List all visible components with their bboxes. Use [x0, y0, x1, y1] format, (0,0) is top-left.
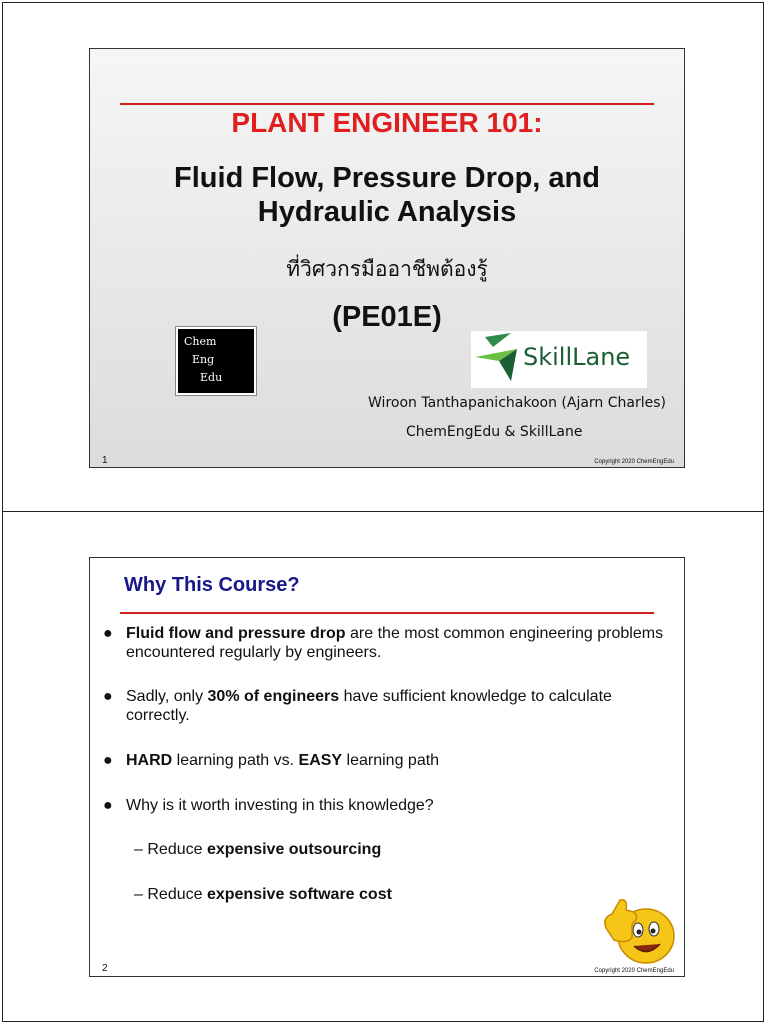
sub-bullet-item — [134, 841, 381, 859]
chemengedu-logo — [176, 327, 256, 395]
bullet-text: learning path — [342, 752, 440, 769]
skilllane-wordmark: SkillLane — [523, 343, 631, 371]
sub-bullet-bold: expensive software cost — [206, 886, 392, 903]
logo-text-chem: Chem — [184, 335, 217, 348]
logo-text-eng: Eng — [192, 353, 215, 366]
page-top-half — [2, 2, 764, 512]
author-name: Wiroon Tanthapanichakoon (Ajarn Charles) — [368, 395, 666, 411]
thumbs-up-smiley-icon — [598, 894, 680, 968]
bullet-item — [103, 687, 666, 725]
sub-bullet-text: Reduce — [147, 841, 207, 858]
sub-bullet-dash: – — [134, 841, 143, 858]
bullet-text: learning path vs. — [172, 752, 299, 769]
slide-subtitle — [90, 161, 684, 229]
sub-bullet-bold: expensive outsourcing — [206, 841, 382, 858]
slide-1 — [89, 48, 685, 468]
slide-2 — [89, 557, 685, 977]
title-rule — [120, 612, 654, 614]
copyright: Copyright 2020 ChemEngEdu — [594, 459, 674, 465]
skilllane-swoosh-icon — [471, 331, 521, 388]
thai-subtitle: ที่วิศวกรมืออาชีพต้องรู้ — [286, 257, 488, 281]
bullet-dot: ● — [103, 688, 113, 705]
bullet-item — [103, 796, 666, 815]
sub-bullet-item — [134, 886, 392, 904]
title-rule — [120, 103, 654, 105]
bullet-bold: HARD — [126, 752, 173, 769]
bullet-item — [103, 751, 666, 770]
page-bottom-half — [2, 511, 764, 1022]
bullet-dot: ● — [103, 625, 113, 642]
bullet-text: have sufficient knowledge to calculate correctly. — [126, 688, 612, 724]
logo-text-edu: Edu — [200, 371, 223, 384]
bullet-bold: Fluid flow and pressure drop — [126, 625, 346, 642]
slide-title: Why This Course? — [124, 574, 300, 596]
skilllane-logo — [471, 331, 647, 388]
sub-bullet-text: Reduce — [147, 886, 207, 903]
bullet-bold: 30% of engineers — [207, 688, 340, 705]
bullet-text: are the most common engineering problems encountered regularly by engineers. — [126, 625, 664, 661]
bullet-text: Why is it worth investing in this knowledge? — [126, 797, 434, 814]
page-number: 2 — [102, 963, 108, 974]
subtitle-line-2: Hydraulic Analysis — [257, 196, 517, 228]
page-number: 1 — [102, 455, 108, 466]
bullet-text: Sadly, only — [126, 688, 208, 705]
subtitle-line-1: Fluid Flow, Pressure Drop, and — [174, 162, 600, 194]
slide-title: PLANT ENGINEER 101: — [231, 107, 543, 138]
course-code: (PE01E) — [332, 301, 442, 333]
sub-bullet-dash: – — [134, 886, 143, 903]
organization: ChemEngEdu & SkillLane — [406, 424, 583, 440]
copyright: Copyright 2020 ChemEngEdu — [594, 968, 674, 974]
bullet-dot: ● — [103, 797, 113, 814]
bullet-dot: ● — [103, 752, 113, 769]
bullet-bold: EASY — [298, 752, 343, 769]
bullet-item — [103, 624, 666, 662]
